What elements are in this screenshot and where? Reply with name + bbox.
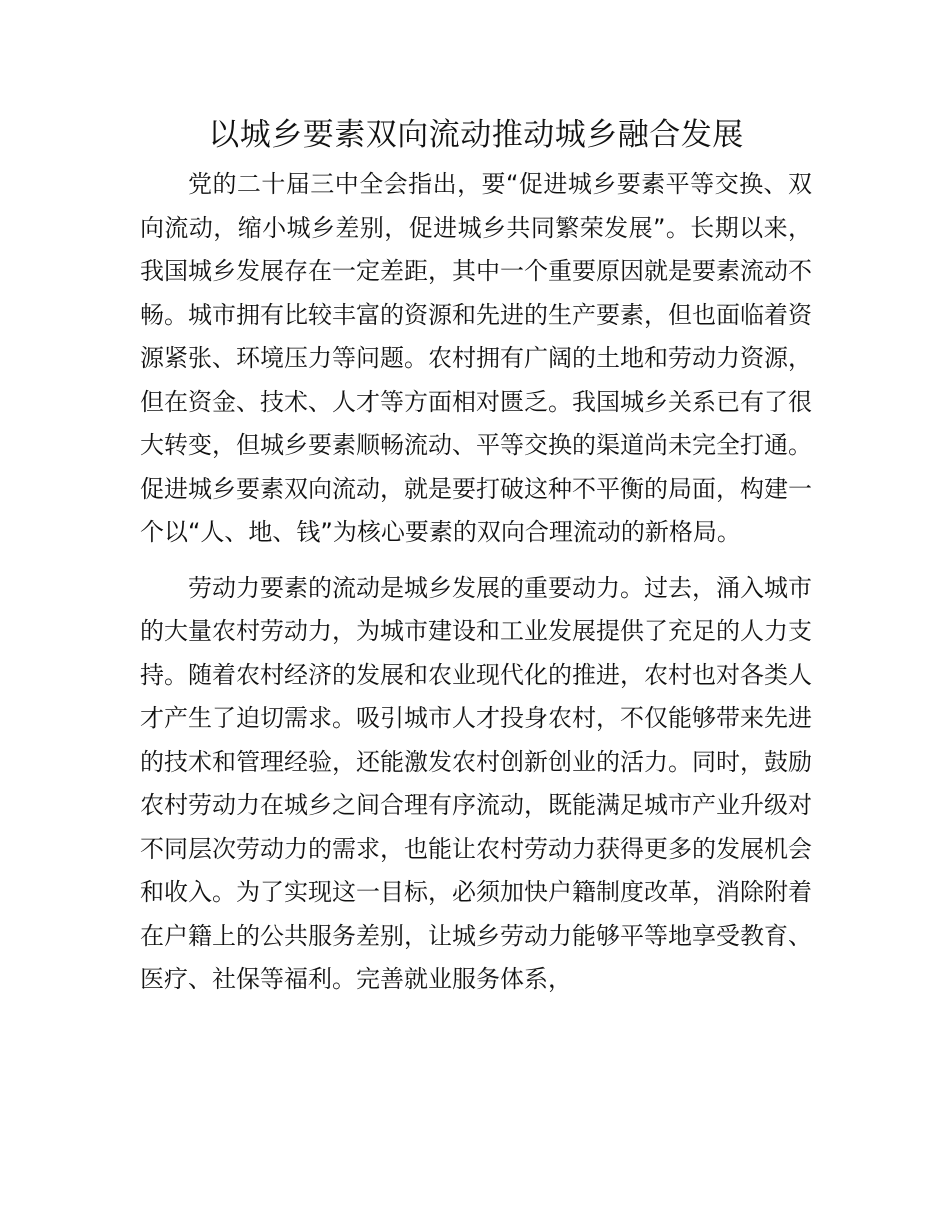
paragraph-1: 党的二十届三中全会指出，要“促进城乡要素平等交换、双向流动，缩小城乡差别，促进城乡共同繁荣发展”。长期以来，我国城乡发展存在一定差距，其中一个重要原因就是要素流动不畅。城市拥有比较丰富的资源和先进的生产要素，但也面临着资源紧张、环境压力等问题。农村拥有广阔的土地和劳动力资源，但在资金、技术、人才等方面相对匮乏。我国城乡关系已有了很大转变，但城乡要素顺畅流动、平等交换的渠道尚未完全打通。促进城乡要素双向流动，就是要打破这种不平衡的局面，构建一个以“人、地、钱”为核心要素的双向合理流动的新格局。 (140, 170, 812, 546)
paragraph-2: 劳动力要素的流动是城乡发展的重要动力。过去，涌入城市的大量农村劳动力，为城市建设和工业发展提供了充足的人力支持。随着农村经济的发展和农业现代化的推进，农村也对各类人才产生了迫切需求。吸引城市人才投身农村，不仅能够带来先进的技术和管理经验，还能激发农村创新创业的活力。同时，鼓励农村劳动力在城乡之间合理有序流动，既能满足城市产业升级对不同层次劳动力的需求，也能让农村劳动力获得更多的发展机会和收入。为了实现这一目标，必须加快户籍制度改革，消除附着在户籍上的公共服务差别，让城乡劳动力能够平等地享受教育、医疗、社保等福利。完善就业服务体系， (140, 573, 812, 993)
document-page (140, 112, 812, 1002)
document-title: 以城乡要素双向流动推动城乡融合发展 (208, 117, 744, 153)
